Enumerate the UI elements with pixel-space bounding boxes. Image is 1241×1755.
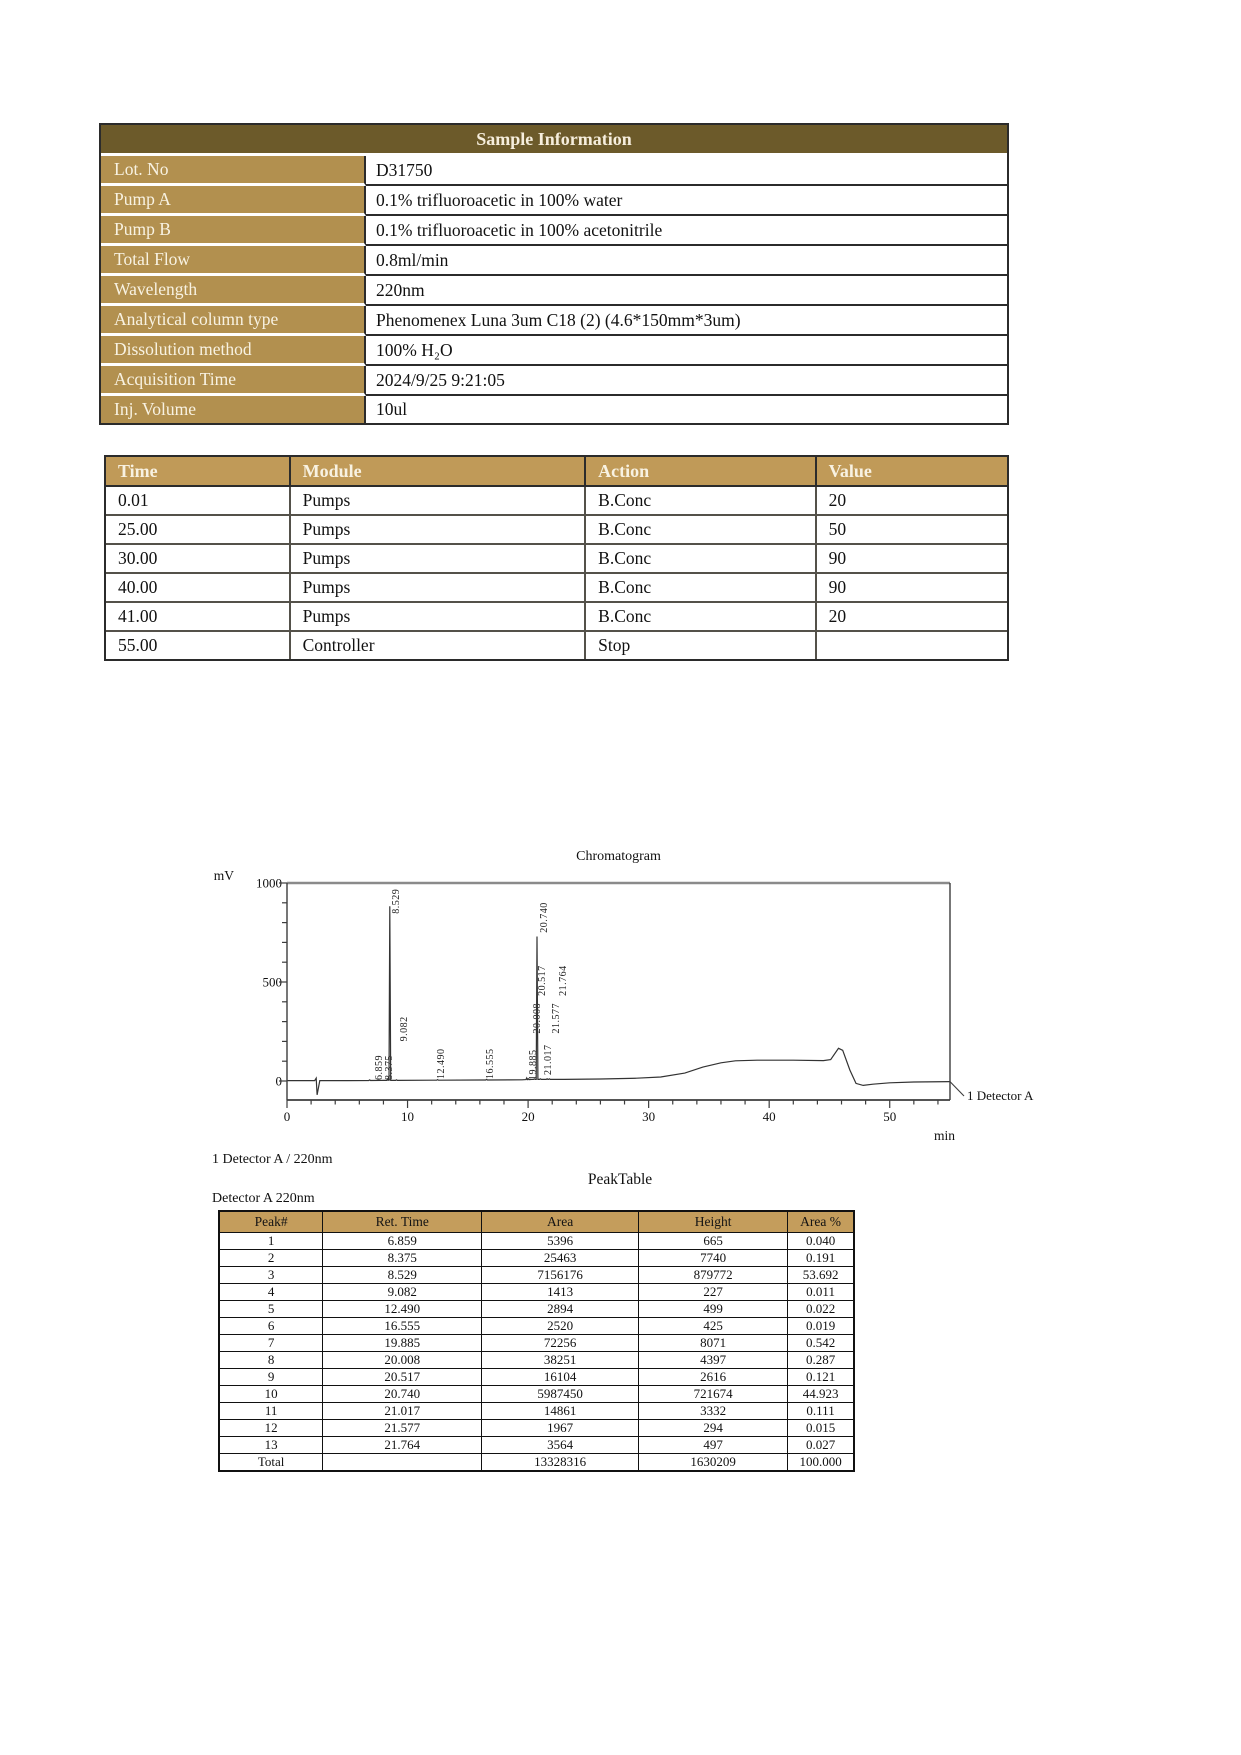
- info-label-cell: Acquisition Time: [101, 366, 366, 396]
- peak-cell: 0.019: [788, 1318, 853, 1335]
- program-cell: B.Conc: [586, 516, 816, 545]
- info-value-cell: 0.8ml/min: [366, 246, 1007, 276]
- program-cell: B.Conc: [586, 487, 816, 516]
- peak-cell: 4397: [639, 1352, 788, 1369]
- info-value-cell: 2024/9/25 9:21:05: [366, 366, 1007, 396]
- program-cell: 20: [817, 487, 1007, 516]
- peak-cell: 0.015: [788, 1420, 853, 1437]
- peak-cell: 14861: [482, 1403, 639, 1420]
- info-label-cell: Pump A: [101, 186, 366, 216]
- table-row: [101, 125, 1007, 156]
- info-value-cell: 0.1% trifluoroacetic in 100% acetonitrile: [366, 216, 1007, 246]
- peak-cell: 6: [220, 1318, 323, 1335]
- peak-header-cell: Height: [639, 1212, 788, 1233]
- table-header-row: [106, 457, 1007, 487]
- peak-rt-label: 12.490: [436, 1048, 447, 1080]
- program-row: [106, 632, 1007, 659]
- program-cell: Stop: [586, 632, 816, 659]
- sample-information-title: Sample Information: [101, 125, 1007, 156]
- program-cell: 0.01: [106, 487, 291, 516]
- peak-rt-label: 16.555: [485, 1048, 496, 1080]
- x-tick-label: 30: [642, 1109, 656, 1124]
- detector-label: Detector A 220nm: [212, 1191, 315, 1206]
- peak-row: [220, 1420, 853, 1437]
- peak-cell: 16104: [482, 1369, 639, 1386]
- program-cell: B.Conc: [586, 603, 816, 632]
- y-tick-label: 0: [275, 1073, 282, 1089]
- peak-cell: 0.022: [788, 1301, 853, 1318]
- peak-cell: 497: [639, 1437, 788, 1454]
- peak-cell: 499: [639, 1301, 788, 1318]
- peak-total-cell: 13328316: [482, 1454, 639, 1470]
- peak-cell: 1: [220, 1233, 323, 1250]
- x-tick-label: 0: [283, 1109, 291, 1124]
- y-axis-unit-label: mV: [213, 868, 234, 883]
- program-cell: Pumps: [291, 516, 587, 545]
- program-cell: 90: [817, 574, 1007, 603]
- peak-cell: 21.017: [323, 1403, 482, 1420]
- peak-cell: 25463: [482, 1250, 639, 1267]
- series-pointer-line: [950, 1082, 964, 1096]
- program-cell: [817, 632, 1007, 659]
- program-header-cell: Module: [291, 457, 587, 487]
- program-cell: 40.00: [106, 574, 291, 603]
- peak-cell: 5: [220, 1301, 323, 1318]
- peak-row: [220, 1437, 853, 1454]
- program-header-cell: Value: [817, 457, 1007, 487]
- program-cell: 41.00: [106, 603, 291, 632]
- program-row: [106, 603, 1007, 632]
- peak-cell: 0.011: [788, 1284, 853, 1301]
- info-row: [101, 246, 1007, 276]
- peak-rt-label: 20.740: [539, 902, 550, 933]
- peak-row: [220, 1335, 853, 1352]
- peak-cell: 3: [220, 1267, 323, 1284]
- peak-rt-label: 19.885: [528, 1049, 539, 1081]
- peak-cell: 7: [220, 1335, 323, 1352]
- peak-row: [220, 1233, 853, 1250]
- x-tick-label: 40: [762, 1109, 776, 1124]
- program-cell: 30.00: [106, 545, 291, 574]
- peak-header-cell: Ret. Time: [323, 1212, 482, 1233]
- peak-cell: 21.577: [323, 1420, 482, 1437]
- peak-rt-label: 21.017: [543, 1044, 554, 1076]
- info-value-cell: 10ul: [366, 396, 1007, 423]
- info-value-cell: 0.1% trifluoroacetic in 100% water: [366, 186, 1007, 216]
- peak-total-cell: Total: [220, 1454, 323, 1470]
- peak-cell: 38251: [482, 1352, 639, 1369]
- peak-cell: 3564: [482, 1437, 639, 1454]
- peak-row: [220, 1369, 853, 1386]
- peak-cell: 2894: [482, 1301, 639, 1318]
- peak-rt-label: 6.859: [374, 1055, 385, 1081]
- program-row: [106, 487, 1007, 516]
- series-label: 1 Detector A: [967, 1088, 1034, 1103]
- info-row: [101, 156, 1007, 186]
- info-row: [101, 366, 1007, 396]
- info-label-cell: Pump B: [101, 216, 366, 246]
- peak-cell: 227: [639, 1284, 788, 1301]
- program-row: [106, 516, 1007, 545]
- peak-cell: 0.040: [788, 1233, 853, 1250]
- peak-header-cell: Peak#: [220, 1212, 323, 1233]
- peak-cell: 0.287: [788, 1352, 853, 1369]
- program-header-cell: Time: [106, 457, 291, 487]
- program-cell: B.Conc: [586, 574, 816, 603]
- chart-title: Chromatogram: [576, 849, 661, 864]
- peak-row: [220, 1250, 853, 1267]
- info-label-cell: Total Flow: [101, 246, 366, 276]
- peak-cell: 72256: [482, 1335, 639, 1352]
- peak-cell: 5987450: [482, 1386, 639, 1403]
- peak-row: [220, 1301, 853, 1318]
- x-tick-label: 10: [401, 1109, 415, 1124]
- program-row: [106, 545, 1007, 574]
- peak-cell: 7740: [639, 1250, 788, 1267]
- peak-total-cell: 100.000: [788, 1454, 853, 1470]
- peak-row: [220, 1318, 853, 1335]
- peak-cell: 12.490: [323, 1301, 482, 1318]
- peak-rt-label: 20.008: [532, 1002, 543, 1034]
- peak-row: [220, 1352, 853, 1369]
- program-cell: 25.00: [106, 516, 291, 545]
- peak-header-cell: Area: [482, 1212, 639, 1233]
- peak-cell: 6.859: [323, 1233, 482, 1250]
- peak-row: [220, 1386, 853, 1403]
- peak-cell: 4: [220, 1284, 323, 1301]
- peak-rt-label: 8.375: [384, 1055, 395, 1081]
- peak-table: [218, 1210, 855, 1472]
- peak-row: [220, 1267, 853, 1284]
- peak-row: [220, 1284, 853, 1301]
- peak-header-cell: Area %: [788, 1212, 853, 1233]
- info-row: [101, 186, 1007, 216]
- info-value-cell: 100% H₂O: [366, 336, 1007, 366]
- peak-cell: 2616: [639, 1369, 788, 1386]
- info-label-cell: Analytical column type: [101, 306, 366, 336]
- info-row: [101, 396, 1007, 423]
- peak-cell: 0.027: [788, 1437, 853, 1454]
- program-cell: Pumps: [291, 574, 587, 603]
- program-cell: 20: [817, 603, 1007, 632]
- peak-total-row: [220, 1454, 853, 1470]
- program-header-cell: Action: [586, 457, 816, 487]
- y-tick-label: 1000: [256, 875, 282, 891]
- peak-cell: 879772: [639, 1267, 788, 1284]
- program-cell: Pumps: [291, 545, 587, 574]
- program-cell: 50: [817, 516, 1007, 545]
- info-value-cell: 220nm: [366, 276, 1007, 306]
- peak-cell: 0.191: [788, 1250, 853, 1267]
- peak-cell: 8: [220, 1352, 323, 1369]
- detector-channel-caption: 1 Detector A / 220nm: [212, 1152, 333, 1167]
- peak-cell: 19.885: [323, 1335, 482, 1352]
- info-label-cell: Inj. Volume: [101, 396, 366, 423]
- info-row: [101, 216, 1007, 246]
- gradient-program-table: [104, 455, 1009, 661]
- chromatogram-svg: [180, 740, 1060, 1170]
- info-row: [101, 276, 1007, 306]
- x-axis-unit-label: min: [933, 1128, 955, 1143]
- peak-rt-label: 8.529: [391, 888, 402, 914]
- program-cell: Pumps: [291, 603, 587, 632]
- peak-row: [220, 1403, 853, 1420]
- peak-total-cell: [323, 1454, 482, 1470]
- peak-cell: 721674: [639, 1386, 788, 1403]
- peak-cell: 294: [639, 1420, 788, 1437]
- peak-cell: 8071: [639, 1335, 788, 1352]
- peak-cell: 53.692: [788, 1267, 853, 1284]
- peak-cell: 0.542: [788, 1335, 853, 1352]
- x-tick-label: 20: [521, 1109, 535, 1124]
- y-tick-label: 500: [262, 974, 282, 990]
- peak-cell: 8.375: [323, 1250, 482, 1267]
- program-cell: 90: [817, 545, 1007, 574]
- peak-cell: 9.082: [323, 1284, 482, 1301]
- peak-cell: 12: [220, 1420, 323, 1437]
- table-header-row: [220, 1212, 853, 1233]
- peak-cell: 16.555: [323, 1318, 482, 1335]
- peak-cell: 44.923: [788, 1386, 853, 1403]
- peak-cell: 5396: [482, 1233, 639, 1250]
- program-cell: Pumps: [291, 487, 587, 516]
- peak-rt-label: 21.764: [558, 965, 569, 996]
- info-value-cell: Phenomenex Luna 3um C18 (2) (4.6*150mm*3um): [366, 306, 1007, 336]
- peak-cell: 0.121: [788, 1369, 853, 1386]
- peak-cell: 10: [220, 1386, 323, 1403]
- program-cell: 55.00: [106, 632, 291, 659]
- x-tick-label: 50: [883, 1109, 897, 1124]
- peak-cell: 1413: [482, 1284, 639, 1301]
- peak-rt-label: 9.082: [399, 1016, 410, 1042]
- peak-cell: 20.517: [323, 1369, 482, 1386]
- info-row: [101, 306, 1007, 336]
- peak-cell: 8.529: [323, 1267, 482, 1284]
- peak-cell: 9: [220, 1369, 323, 1386]
- info-label-cell: Lot. No: [101, 156, 366, 186]
- peak-cell: 425: [639, 1318, 788, 1335]
- peak-cell: 11: [220, 1403, 323, 1420]
- program-cell: B.Conc: [586, 545, 816, 574]
- peak-rt-label: 21.577: [551, 1002, 562, 1034]
- chromatogram-chart: [180, 740, 1060, 1170]
- peak-table-title: PeakTable: [587, 1171, 653, 1188]
- info-label-cell: Wavelength: [101, 276, 366, 306]
- peak-cell: 2: [220, 1250, 323, 1267]
- peak-cell: 7156176: [482, 1267, 639, 1284]
- peak-cell: 20.740: [323, 1386, 482, 1403]
- peak-cell: 2520: [482, 1318, 639, 1335]
- program-cell: Controller: [291, 632, 587, 659]
- peak-rt-label: 20.517: [537, 965, 548, 996]
- peak-total-cell: 1630209: [639, 1454, 788, 1470]
- peak-cell: 665: [639, 1233, 788, 1250]
- peak-cell: 21.764: [323, 1437, 482, 1454]
- peak-cell: 20.008: [323, 1352, 482, 1369]
- info-row: [101, 336, 1007, 366]
- peak-cell: 3332: [639, 1403, 788, 1420]
- info-value-cell: D31750: [366, 156, 1007, 186]
- peak-cell: 13: [220, 1437, 323, 1454]
- program-row: [106, 574, 1007, 603]
- peak-cell: 0.111: [788, 1403, 853, 1420]
- sample-information-table: [99, 123, 1009, 425]
- info-label-cell: Dissolution method: [101, 336, 366, 366]
- peak-cell: 1967: [482, 1420, 639, 1437]
